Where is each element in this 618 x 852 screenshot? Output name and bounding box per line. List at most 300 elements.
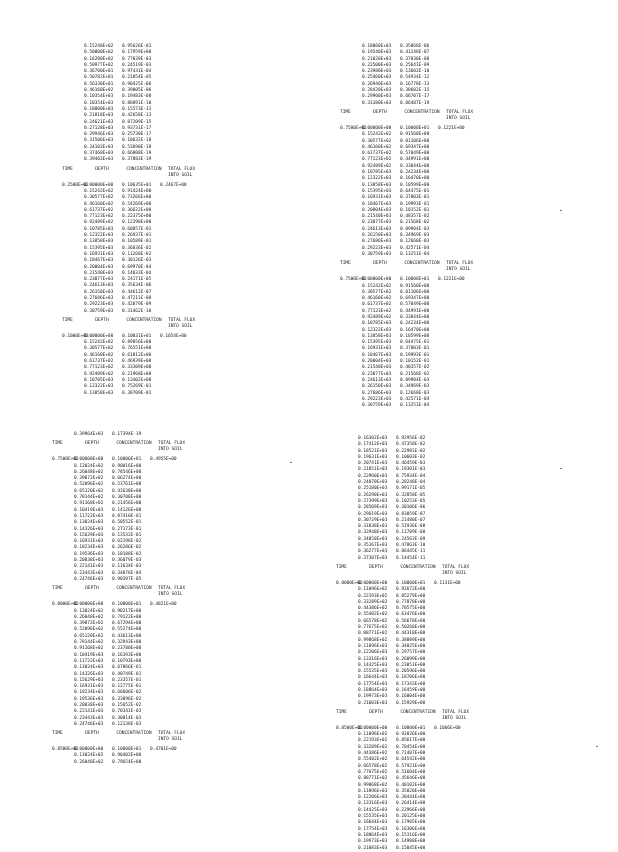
header-concentration: CONCENTRATION <box>116 731 152 737</box>
concentration-cell: 0.17394E-19 <box>112 432 142 437</box>
table-row <box>62 309 202 315</box>
depth-cell: 0.15629E+03 <box>74 677 104 683</box>
depth-cell: 0.21540E+03 <box>84 270 114 276</box>
header-concentration: CONCENTRATION <box>404 109 440 115</box>
concentration-cell: 0.69347E+00 <box>400 144 430 150</box>
header-total-flux-line-1: TOTAL FLUX <box>446 261 474 267</box>
concentration-cell: 0.12660E-03 <box>400 390 430 396</box>
header-total-flux-line-2: INTO SOIL <box>446 115 471 121</box>
concentration-cell: 0.87209E-15 <box>122 119 152 125</box>
header-total-flux-line-2: INTO SOIL <box>442 715 467 721</box>
header-total-flux <box>158 731 192 743</box>
depth-cell: 0.18467E+03 <box>362 201 392 207</box>
header-depth: DEPTH <box>373 261 387 267</box>
depth-cell: 0.37387E+03 <box>358 555 388 561</box>
depth-cell: 0.46160E+02 <box>362 144 392 150</box>
depth-cell: 0.37468E+03 <box>84 151 114 157</box>
depth-cell: 0.34103E+03 <box>84 144 114 150</box>
table-row <box>52 760 192 766</box>
time-cell <box>52 722 74 728</box>
depth-cell: 0.12322E+03 <box>362 176 392 182</box>
depth-cell: 0.31838E+03 <box>358 524 388 530</box>
depth-cell: 0.16644E+03 <box>358 820 388 826</box>
header-time: TIME <box>340 261 351 267</box>
concentration-cell: 0.47358E-02 <box>396 442 426 448</box>
concentration-cell: 0.11709E-08 <box>396 530 426 536</box>
depth-cell: 0.21851E+03 <box>358 467 388 473</box>
header-total-flux <box>158 586 192 598</box>
concentration-cell: 0.57049E+00 <box>400 302 430 308</box>
depth-cell: 0.30577E+02 <box>84 346 114 352</box>
header-depth: DEPTH <box>85 731 99 737</box>
concentration-cell: 0.53690E-18 <box>122 144 152 150</box>
concentration-cell: 0.76551E+00 <box>122 346 152 352</box>
depth-cell: 0.11722E+03 <box>74 658 104 664</box>
concentration-cell: 0.45646E+00 <box>396 776 426 782</box>
concentration-cell: 0.15316E+00 <box>396 832 426 838</box>
concentration-cell: 0.11268E-02 <box>122 251 152 257</box>
flux-cell <box>434 556 468 562</box>
concentration-cell: 0.22966E+00 <box>396 807 426 813</box>
depth-cell: 0.77675E+02 <box>358 769 388 775</box>
depth-cell: 0.22960E+03 <box>358 473 388 479</box>
flux-cell: 0.1221E+00 <box>438 125 465 131</box>
flux-cell <box>438 252 472 258</box>
concentration-cell: 0.51604E+00 <box>396 769 426 775</box>
depth-cell: 0.15248E+02 <box>84 44 114 49</box>
flux-cell <box>438 403 472 409</box>
depth-cell: 0.33289E+02 <box>358 744 388 750</box>
concentration-cell: 0.46459E-03 <box>396 461 426 467</box>
depth-cell: 0.10419E+03 <box>74 652 104 658</box>
depth-cell: 0.17754E+03 <box>358 826 388 832</box>
depth-cell: 0.22141E+03 <box>74 709 104 715</box>
header-time: TIME <box>52 586 63 592</box>
depth-cell: 0.18521E+03 <box>358 448 388 454</box>
depth-cell: 0.14425E+03 <box>358 807 388 813</box>
depth-cell: 0.16931E+03 <box>362 195 392 201</box>
flux-cell <box>438 101 472 107</box>
depth-cell: 0.13024E+03 <box>74 520 104 526</box>
header-time: TIME <box>62 166 73 172</box>
concentration-cell: 0.10188E-02 <box>112 551 142 557</box>
depth-cell: 0.50000E+02 <box>84 50 114 56</box>
depth-cell: 0.21540E+03 <box>362 365 392 371</box>
depth-cell: 0.23443E+03 <box>74 715 104 721</box>
concentration-cell: 0.11634E-03 <box>112 564 142 570</box>
table-row <box>52 722 192 728</box>
concentration-cell: 0.10599E+00 <box>400 333 430 339</box>
header-total-flux <box>168 167 202 179</box>
concentration-cell: 0.26937E-01 <box>122 233 152 239</box>
depth-cell: 0.17754E+03 <box>358 681 388 687</box>
concentration-cell: 0.99171E-05 <box>396 486 426 492</box>
concentration-cell: 0.30444E+00 <box>396 795 426 801</box>
concentration-cell: 0.34969E-03 <box>400 233 430 239</box>
concentration-cell: 0.10152E-01 <box>400 207 430 213</box>
time-cell <box>336 701 358 707</box>
header-concentration: CONCENTRATION <box>126 166 162 172</box>
depth-cell: 0.27686E+03 <box>362 239 392 245</box>
depth-cell: 0.10354E+03 <box>84 94 114 100</box>
concentration-cell: 0.37030E-08 <box>400 56 430 62</box>
concentration-cell: 0.16393E+00 <box>112 652 142 658</box>
depth-cell: 0.30759E+03 <box>362 251 392 257</box>
concentration-cell: 0.90217E+00 <box>112 608 142 614</box>
depth-cell: 0.77123E+02 <box>362 157 392 163</box>
concentration-cell: 0.32943E+00 <box>112 640 142 646</box>
concentration-cell: 0.47863E-10 <box>396 543 426 549</box>
concentration-cell: 0.16470E+00 <box>400 327 430 333</box>
depth-cell: 0.11096E+02 <box>358 732 388 738</box>
concentration-cell: 0.27173E-01 <box>112 526 142 532</box>
concentration-cell: 0.42079E-09 <box>122 302 152 308</box>
depth-cell: 0.13858E+03 <box>362 333 392 339</box>
depth-cell: 0.14326E+03 <box>74 671 104 677</box>
table-row <box>52 432 192 438</box>
concentration-cell: 0.30126E-03 <box>122 258 152 264</box>
depth-cell: 0.46160E+02 <box>84 352 114 358</box>
depth-cell: 0.20004E+03 <box>362 207 392 213</box>
depth-cell: 0.24613E+03 <box>84 283 114 289</box>
column-header <box>52 731 192 743</box>
depth-cell: 0.65120E+02 <box>74 488 104 494</box>
depth-cell: 0.00000E+00 <box>74 747 104 753</box>
depth-cell: 0.16644E+03 <box>358 675 388 681</box>
time-cell: 0.8500E+02 <box>336 725 363 731</box>
depth-cell: 0.29223E+03 <box>362 245 392 251</box>
depth-cell: 0.00000E+00 <box>362 277 392 283</box>
depth-cell: 0.22500E+03 <box>362 62 392 68</box>
concentration-cell: 0.92956E-02 <box>396 436 426 441</box>
scan-speck <box>290 462 292 463</box>
concentration-cell: 0.10152E-01 <box>400 359 430 365</box>
concentration-cell: 0.22981E-02 <box>396 448 426 454</box>
concentration-cell: 0.64475E-01 <box>400 340 430 346</box>
printout-block-bottom-left <box>52 432 192 766</box>
depth-cell: 0.26150E+03 <box>362 384 392 390</box>
column-header <box>62 167 202 179</box>
depth-cell: 0.11096E+03 <box>358 643 388 649</box>
concentration-cell: 0.10599E+00 <box>400 182 430 188</box>
header-total-flux-line-1: TOTAL FLUX <box>158 441 186 447</box>
concentration-cell: 0.44991E+00 <box>400 157 430 163</box>
concentration-cell: 0.48357E-02 <box>400 365 430 371</box>
header-total-flux <box>446 261 480 273</box>
time-cell <box>340 101 362 107</box>
concentration-cell: 0.57049E+00 <box>400 151 430 157</box>
depth-cell: 0.50977E+02 <box>84 62 114 68</box>
concentration-cell: 0.19301E-03 <box>396 467 426 473</box>
depth-cell: 0.10785E+03 <box>362 170 392 176</box>
depth-cell: 0.00000E+00 <box>358 725 388 731</box>
header-depth: DEPTH <box>85 586 99 592</box>
depth-cell: 0.61737E+02 <box>84 207 114 213</box>
concentration-cell: 0.10000E+01 <box>112 747 142 753</box>
concentration-cell: 0.19993E-01 <box>400 201 430 207</box>
concentration-cell: 0.91560E+00 <box>400 132 430 138</box>
printout-block-top-right <box>340 44 480 409</box>
time-cell <box>52 760 74 766</box>
concentration-cell: 0.15045E+00 <box>396 845 426 851</box>
depth-cell: 0.55482E+02 <box>358 757 388 763</box>
table-row <box>340 101 480 107</box>
concentration-cell: 0.17905E+00 <box>396 820 426 826</box>
depth-cell: 0.22193E+02 <box>358 738 388 744</box>
concentration-cell: 0.38602E-15 <box>400 88 430 94</box>
concentration-cell: 0.44991E+00 <box>400 308 430 314</box>
concentration-cell: 0.19993E-01 <box>400 352 430 358</box>
concentration-cell: 0.97431E-04 <box>122 69 152 75</box>
concentration-cell: 0.54934E-12 <box>400 75 430 81</box>
depth-cell: 0.61737E+02 <box>362 151 392 157</box>
depth-cell: 0.24613E+03 <box>362 226 392 232</box>
concentration-cell: 0.23051E+00 <box>396 662 426 668</box>
concentration-cell: 0.64475E-01 <box>400 188 430 194</box>
depth-cell: 0.23077E+03 <box>84 277 114 283</box>
table-row <box>336 701 476 707</box>
concentration-cell: 0.70575E+00 <box>396 606 426 612</box>
concentration-cell: 0.13532E-01 <box>112 532 142 538</box>
concentration-cell: 0.79654E+00 <box>112 759 142 765</box>
concentration-cell: 0.54269E+00 <box>122 201 152 207</box>
concentration-cell: 0.12775E-01 <box>112 684 142 690</box>
concentration-cell: 0.86487E-19 <box>400 100 430 106</box>
depth-cell: 0.92489E+02 <box>362 163 392 169</box>
table-row <box>340 252 480 258</box>
concentration-cell: 0.37003E-01 <box>400 346 430 352</box>
concentration-cell: 0.14126E+00 <box>112 507 142 513</box>
concentration-cell: 0.34076E-04 <box>112 570 142 576</box>
depth-cell: 0.00000E+00 <box>74 457 104 463</box>
depth-cell: 0.77123E+02 <box>362 308 392 314</box>
depth-cell: 0.77123E+02 <box>84 214 114 220</box>
depth-cell: 0.32948E+03 <box>358 530 388 536</box>
depth-cell: 0.30759E+03 <box>84 308 114 314</box>
depth-cell: 0.19536E+03 <box>74 551 104 557</box>
depth-cell: 0.30577E+02 <box>362 138 392 144</box>
depth-cell: 0.15242E+02 <box>362 283 392 289</box>
concentration-cell: 0.17959E+00 <box>122 50 152 56</box>
concentration-cell: 0.21456E+00 <box>112 501 142 507</box>
concentration-cell: 0.10000E+01 <box>396 725 426 731</box>
depth-cell: 0.55482E+02 <box>358 612 388 618</box>
concentration-cell: 0.24171E-05 <box>122 277 152 283</box>
concentration-cell: 0.41248E-07 <box>400 50 430 56</box>
depth-cell: 0.15395E+03 <box>362 340 392 346</box>
concentration-cell: 0.77839E-03 <box>122 56 152 62</box>
concentration-cell: 0.15652E-02 <box>112 702 142 708</box>
depth-cell: 0.25180E+03 <box>358 486 388 492</box>
depth-cell: 0.61737E+02 <box>84 359 114 365</box>
concentration-cell: 0.31462E-10 <box>122 308 152 314</box>
time-cell <box>336 556 358 562</box>
depth-cell: 0.24621E+03 <box>84 119 114 125</box>
concentration-cell: 0.10000E+01 <box>112 602 142 608</box>
concentration-cell: 0.36622E+00 <box>122 207 152 213</box>
time-cell <box>52 432 74 438</box>
column-header <box>340 110 480 122</box>
depth-cell: 0.29900E+03 <box>362 94 392 100</box>
depth-cell: 0.30577E+02 <box>362 289 392 295</box>
depth-cell: 0.91168E+02 <box>74 501 104 507</box>
depth-cell: 0.00000E+00 <box>84 182 114 188</box>
column-header <box>52 586 192 598</box>
concentration-cell: 0.89904E-03 <box>400 226 430 232</box>
concentration-cell: 0.87410E-01 <box>112 513 142 519</box>
depth-cell: 0.46160E+02 <box>84 88 114 94</box>
concentration-cell: 0.10603E-02 <box>396 454 426 460</box>
depth-cell: 0.21020E+03 <box>362 56 392 62</box>
depth-cell: 0.27399E+03 <box>358 498 388 504</box>
concentration-cell: 0.28240E-04 <box>396 480 426 486</box>
depth-cell: 0.29223E+03 <box>84 302 114 308</box>
concentration-cell: 0.14454E-11 <box>396 555 426 561</box>
concentration-cell: 0.44318E+00 <box>396 631 426 637</box>
concentration-cell: 0.18706E+00 <box>396 675 426 681</box>
depth-cell: 0.26290E+03 <box>358 492 388 498</box>
depth-cell: 0.12322E+03 <box>84 384 114 390</box>
depth-cell: 0.29223E+03 <box>362 396 392 402</box>
depth-cell: 0.30759E+03 <box>362 403 392 409</box>
header-depth: DEPTH <box>373 109 387 115</box>
concentration-cell: 0.20125E+00 <box>396 814 426 820</box>
time-cell <box>62 309 84 315</box>
concentration-cell: 0.81106E+00 <box>400 138 430 144</box>
concentration-cell: 0.90397E-05 <box>112 576 142 582</box>
concentration-cell: 0.21568E-02 <box>400 220 430 226</box>
table-row <box>62 391 202 397</box>
time-cell: 0.2500E+02 <box>62 182 89 188</box>
concentration-cell: 0.30014E-03 <box>112 715 142 721</box>
depth-cell: 0.18864E+03 <box>358 832 388 838</box>
depth-cell: 0.13024E+02 <box>74 608 104 614</box>
depth-cell: 0.13858E+03 <box>84 239 114 245</box>
depth-cell: 0.30577E+02 <box>84 195 114 201</box>
concentration-cell: 0.25641E-09 <box>400 62 430 68</box>
flux-cell <box>160 157 194 163</box>
depth-cell: 0.22141E+03 <box>74 564 104 570</box>
concentration-cell: 0.67294E+00 <box>112 621 142 627</box>
concentration-cell: 0.50552E-01 <box>112 520 142 526</box>
concentration-cell: 0.33096E-02 <box>112 696 142 702</box>
header-total-flux-line-2: INTO SOIL <box>446 267 471 273</box>
depth-cell: 0.52096E+02 <box>74 627 104 633</box>
flux-cell <box>434 846 468 852</box>
concentration-cell: 0.79122E+00 <box>112 614 142 620</box>
depth-cell: 0.34058E+03 <box>358 536 388 542</box>
time-cell <box>340 403 362 409</box>
depth-cell: 0.19536E+03 <box>74 696 104 702</box>
concentration-cell: 0.90402E+00 <box>112 753 142 759</box>
depth-cell: 0.10785E+03 <box>362 321 392 327</box>
concentration-cell: 0.71407E+00 <box>396 751 426 757</box>
concentration-cell: 0.46939E+00 <box>122 359 152 365</box>
concentration-cell: 0.37883E-19 <box>122 157 152 163</box>
concentration-cell: 0.69970E-04 <box>122 264 152 270</box>
concentration-cell: 0.92672E+00 <box>396 587 426 593</box>
depth-cell: 0.26048E+02 <box>74 759 104 765</box>
depth-cell: 0.26048E+02 <box>74 469 104 475</box>
depth-cell: 0.15535E+03 <box>358 814 388 820</box>
depth-cell: 0.99868E+02 <box>358 637 388 643</box>
depth-cell: 0.92489E+02 <box>362 314 392 320</box>
depth-cell: 0.10785E+03 <box>84 377 114 383</box>
depth-cell: 0.10785E+03 <box>84 226 114 232</box>
scan-speck <box>596 746 598 747</box>
header-total-flux <box>168 318 202 330</box>
depth-cell: 0.20838E+03 <box>74 702 104 708</box>
depth-cell: 0.18234E+03 <box>74 545 104 551</box>
time-cell: 0.8000E+02 <box>336 580 363 586</box>
concentration-cell: 0.48357E-02 <box>400 214 430 220</box>
time-cell: 0.8000E+02 <box>52 602 79 608</box>
depth-cell: 0.15395E+03 <box>362 188 392 194</box>
time-cell <box>52 577 74 583</box>
header-concentration: CONCENTRATION <box>126 317 162 323</box>
concentration-cell: 0.40749E-01 <box>112 671 142 677</box>
header-depth: DEPTH <box>95 317 109 323</box>
depth-cell: 0.27686E+03 <box>362 390 392 396</box>
depth-cell: 0.21540E+03 <box>362 214 392 220</box>
concentration-cell: 0.43613E+00 <box>112 633 142 639</box>
depth-cell: 0.16931E+03 <box>362 346 392 352</box>
concentration-cell: 0.33844E+00 <box>400 314 430 320</box>
depth-cell: 0.18234E+03 <box>74 690 104 696</box>
concentration-cell: 0.10000E+01 <box>400 277 430 283</box>
header-depth: DEPTH <box>369 709 383 715</box>
depth-cell: 0.20004E+03 <box>84 264 114 270</box>
depth-cell: 0.20004E+03 <box>362 359 392 365</box>
concentration-cell: 0.21968E+00 <box>122 371 152 377</box>
concentration-cell: 0.21854E-05 <box>122 75 152 81</box>
depth-cell: 0.13858E+03 <box>84 390 114 396</box>
concentration-cell: 0.24519E-03 <box>122 62 152 68</box>
depth-cell: 0.78144E+02 <box>74 640 104 646</box>
depth-cell: 0.24746E+03 <box>74 721 104 727</box>
depth-cell: 0.16931E+03 <box>84 251 114 257</box>
concentration-cell: 0.50268E+00 <box>396 625 426 631</box>
column-header <box>336 565 476 577</box>
concentration-cell: 0.33309E+00 <box>122 365 152 371</box>
concentration-cell: 0.13602E-10 <box>400 69 430 75</box>
depth-cell: 0.39964E+03 <box>74 432 104 437</box>
concentration-cell: 0.78454E+00 <box>396 744 426 750</box>
concentration-cell: 0.12660E-03 <box>400 239 430 245</box>
concentration-cell: 0.95626E-01 <box>122 44 152 49</box>
concentration-cell: 0.16470E+00 <box>400 176 430 182</box>
concentration-cell: 0.75269E-01 <box>122 384 152 390</box>
concentration-cell: 0.16778E-13 <box>400 81 430 87</box>
concentration-cell: 0.42571E-04 <box>400 245 430 251</box>
header-time: TIME <box>52 441 63 447</box>
depth-cell: 0.31506E+03 <box>84 138 114 144</box>
time-cell: 0.7500E+02 <box>340 125 367 131</box>
column-header <box>336 710 476 722</box>
concentration-cell: 0.10253E-05 <box>396 498 426 504</box>
concentration-cell: 0.83059E-07 <box>396 511 426 517</box>
time-cell <box>62 391 84 397</box>
depth-cell: 0.16931E+03 <box>74 684 104 690</box>
concentration-cell: 0.44612E-07 <box>122 289 152 295</box>
header-total-flux-line-2: INTO SOIL <box>168 172 193 178</box>
depth-cell: 0.20741E+03 <box>358 461 388 467</box>
depth-cell: 0.13024E+03 <box>74 665 104 671</box>
header-total-flux-line-2: INTO SOIL <box>442 570 467 576</box>
concentration-cell: 0.10000E+01 <box>112 457 142 463</box>
concentration-cell: 0.17343E+00 <box>396 681 426 687</box>
header-total-flux <box>158 441 192 453</box>
